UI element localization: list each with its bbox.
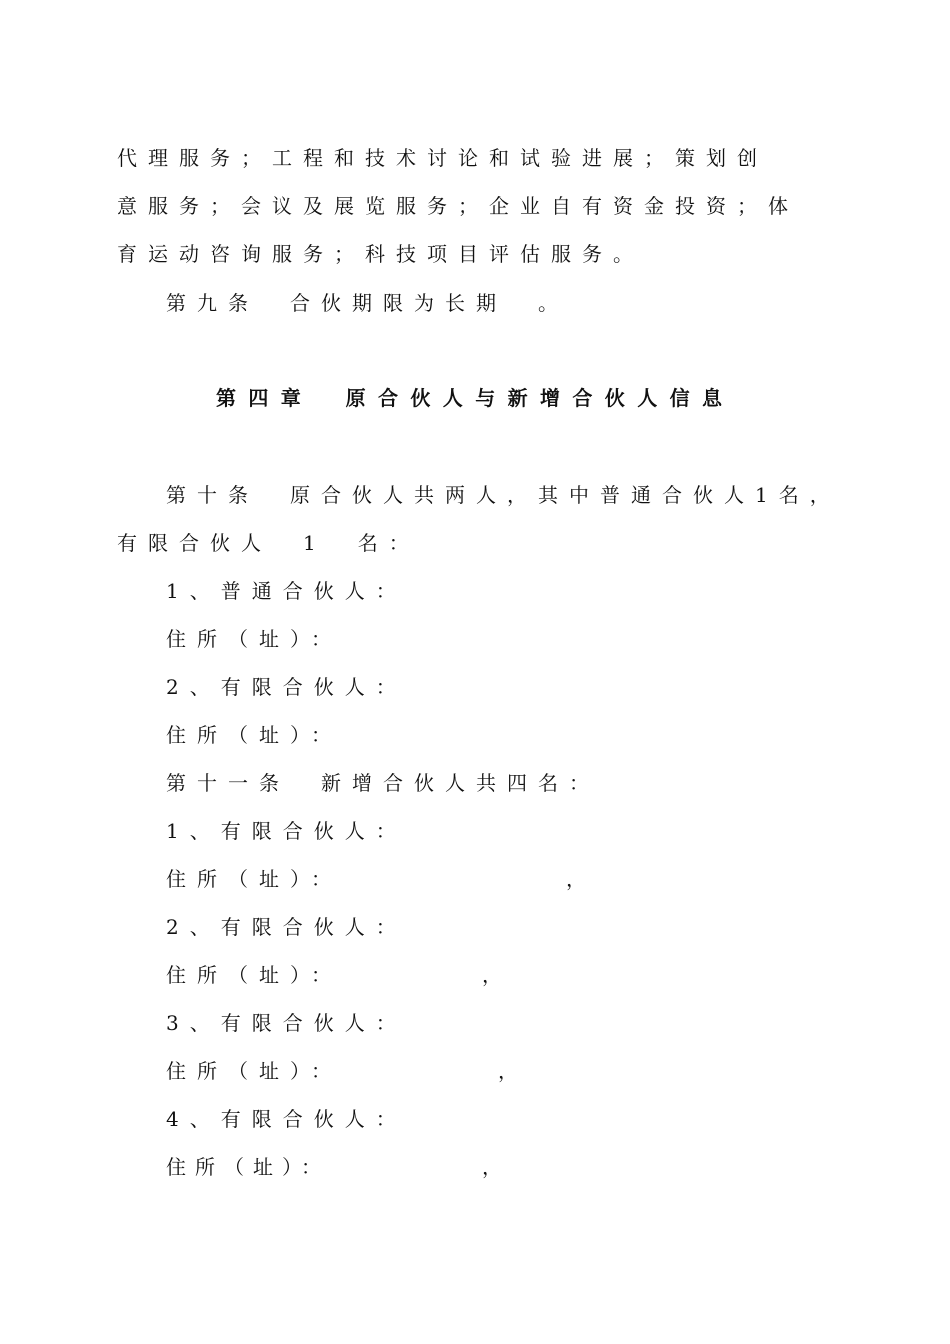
chapter-title: 第四章 原合伙人与新增合伙人信息 (216, 386, 735, 410)
article-9: 第九条 合伙期限为长期 。 (166, 291, 569, 315)
new-partner-1-address: 住所（址）： (166, 867, 342, 891)
new-partner-3-label: 3、有限合伙人： (166, 1011, 407, 1035)
limited-partner-address: 住所（址）： (166, 723, 342, 747)
new-partner-4-comma: ， (482, 1155, 513, 1179)
body-line-1: 代理服务；工程和技术讨论和试验进展；策划创 (117, 146, 768, 170)
general-partner-label: 1、普通合伙人： (166, 579, 407, 603)
limited-partner-label: 2、有限合伙人： (166, 675, 407, 699)
general-partner-address: 住所（址）： (166, 627, 342, 651)
body-line-3: 育运动咨询服务；科技项目评估服务。 (117, 242, 644, 266)
new-partner-4-label: 4、有限合伙人： (166, 1107, 407, 1131)
new-partner-2-label: 2、有限合伙人： (166, 915, 407, 939)
article-10-line-2: 有限合伙人 1 名： (117, 531, 420, 555)
new-partner-1-label: 1、有限合伙人： (166, 819, 407, 843)
new-partner-2-address: 住所（址）： (166, 963, 342, 987)
new-partner-2-comma: ， (482, 963, 513, 987)
article-10-line-1: 第十条 原合伙人共两人，其中普通合伙人1名， (166, 483, 841, 507)
body-line-2: 意服务；会议及展览服务；企业自有资金投资；体 (117, 194, 799, 218)
new-partner-1-comma: ， (566, 867, 597, 891)
article-11: 第十一条 新增合伙人共四名： (166, 771, 600, 795)
new-partner-3-comma: ， (498, 1059, 529, 1083)
new-partner-3-address: 住所（址）： (166, 1059, 342, 1083)
new-partner-4-address: 住所（址）： (166, 1155, 330, 1179)
